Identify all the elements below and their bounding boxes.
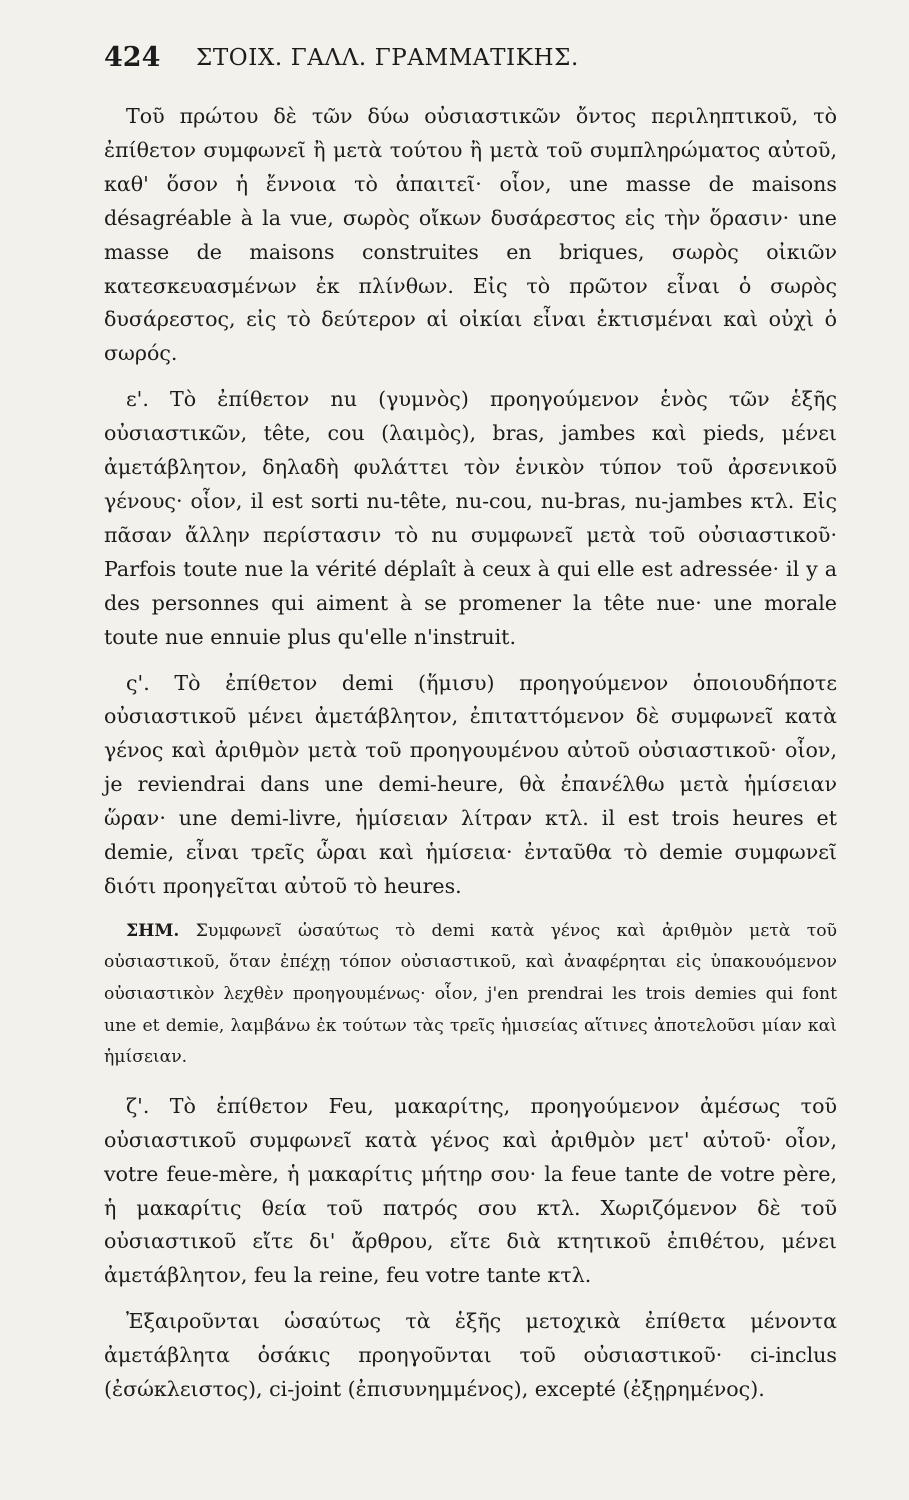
paragraph-note xyxy=(104,916,837,1074)
paragraph-section-st: ς'. Τὸ ἐπίθετον demi (ἥμισυ) προηγούμενον ὁποιουδήποτε οὐσιαστικοῦ μένει ἀμετάβλητον, ἐπιταττόμενον δὲ συμφωνεῖ κατὰ γένος καὶ ἀριθμὸν μετὰ τοῦ προηγουμένου αὐτοῦ οὐσιαστικοῦ· οἷον, je reviendrai dans une demi-heure, θὰ ἐπανέλθω μετὰ ἡμίσειαν ὥραν· une demi-livre, ἡμίσειαν λίτραν κτλ. il est trois heures et demie, εἶναι τρεῖς ὧραι καὶ ἡμίσεια· ἐνταῦθα τὸ demie συμφωνεῖ διότι προηγεῖται αὐτοῦ τὸ heures. xyxy=(104,670,837,898)
note-label: ΣΗΜ. xyxy=(126,920,180,941)
page-header xyxy=(104,40,837,80)
running-title: ΣΤΟΙΧ. ΓΑΛΛ. ΓΡΑΜΜΑΤΙΚΗΣ. xyxy=(196,45,579,71)
note-text: Συμφωνεῖ ὡσαύτως τὸ demi κατὰ γένος καὶ ἀριθμὸν μετὰ τοῦ οὐσιαστικοῦ, ὅταν ἐπέχῃ τόπον οὐσιαστικοῦ, καὶ ἀναφέρηται εἰς ὑπακουόμενον οὐσιαστικὸν λεχθὲν προηγουμένως· οἷον, j'en prendrai les trois demies qui font une et demie, λαμβάνω ἐκ τούτων τὰς τρεῖς ἡμισείας αἵτινες ἀποτελοῦσι μίαν καὶ ἡμίσειαν. xyxy=(104,920,837,1068)
paragraph-section-e: ε'. Τὸ ἐπίθετον nu (γυμνὸς) προηγούμενον ἑνὸς τῶν ἑξῆς οὐσιαστικῶν, tête, cou (λαιμὸς), bras, jambes καὶ pieds, μένει ἀμετάβλητον, δηλαδὴ φυλάττει τὸν ἑνικὸν τύπον τοῦ ἀρσενικοῦ γένους· οἷον, il est sorti nu-tête, nu-cou, nu-bras, nu-jambes κτλ. Εἰς πᾶσαν ἄλλην περίστασιν τὸ nu συμφωνεῖ μετὰ τοῦ οὐσιαστικοῦ· Parfois toute nue la vérité déplaît à ceux à qui elle est adressée· il y a des personnes qui aiment à se promener la tête nue· une morale toute nue ennuie plus qu'elle n'instruit. xyxy=(104,387,837,649)
paragraph-section-z: ζ'. Τὸ ἐπίθετον Feu, μακαρίτης, προηγούμενον ἀμέσως τοῦ οὐσιαστικοῦ συμφωνεῖ κατὰ γένος καὶ ἀριθμὸν μετ' αὐτοῦ· οἷον, votre feue-mère, ἡ μακαρίτις μήτηρ σου· la feue tante de votre père, ἡ μακαρίτις θεία τοῦ πατρός σου κτλ. Χωριζόμενον δὲ τοῦ οὐσιαστικοῦ εἴτε δι' ἄρθρου, εἴτε διὰ κτητικοῦ ἐπιθέτου, μένει ἀμετάβλητον, feu la reine, feu votre tante κτλ. xyxy=(104,1093,837,1288)
page-body xyxy=(104,100,837,1419)
paragraph-intro: Τοῦ πρώτου δὲ τῶν δύω οὐσιαστικῶν ὄντος περιληπτικοῦ, τὸ ἐπίθετον συμφωνεῖ ἢ μετὰ τούτου ἢ μετὰ τοῦ συμπληρώματος αὐτοῦ, καθ' ὅσον ἡ ἔννοια τὸ ἀπαιτεῖ· οἷον, une masse de maisons désagréable à la vue, σωρὸς οἴκων δυσάρεστος εἰς τὴν ὅρασιν· une masse de maisons construites en briques, σωρὸς οἰκιῶν κατεσκευασμένων ἐκ πλίνθων. Εἰς τὸ πρῶτον εἶναι ὁ σωρὸς δυσάρεστος, εἰς τὸ δεύτερον αἱ οἰκίαι εἶναι ἐκτισμέναι καὶ οὐχὶ ὁ σωρός. xyxy=(104,104,837,366)
paragraph-exceptions: Ἐξαιροῦνται ὡσαύτως τὰ ἑξῆς μετοχικὰ ἐπίθετα μένοντα ἀμετάβλητα ὁσάκις προηγοῦνται τοῦ οὐσιαστικοῦ· ci-inclus (ἐσώκλειστος), ci-joint (ἐπισυνημμένος), excepté (ἐξῃρημένος). xyxy=(104,1309,837,1402)
page-number: 424 xyxy=(104,42,161,73)
